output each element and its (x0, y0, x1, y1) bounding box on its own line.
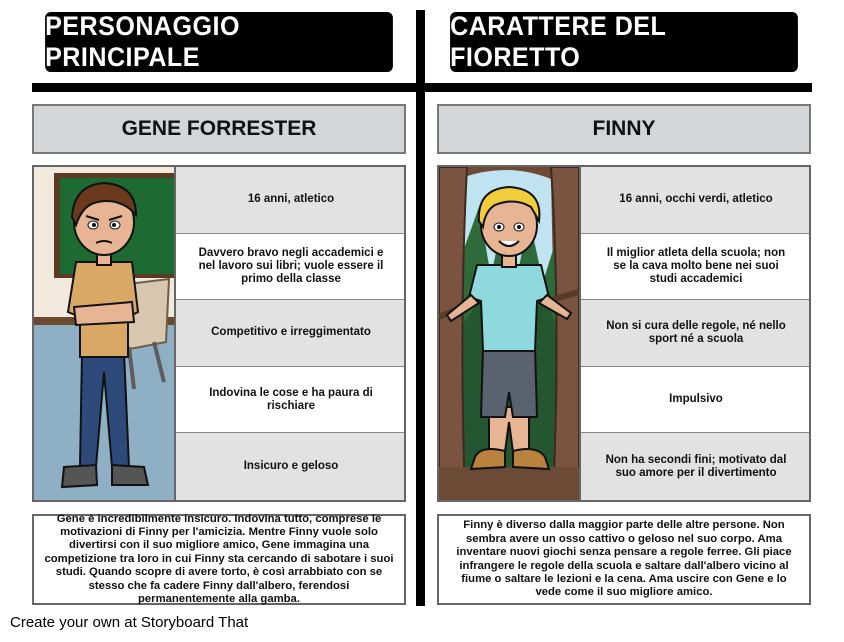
trait-cell: Impulsivo (581, 367, 811, 434)
character-name-gene: GENE FORRESTER (32, 104, 406, 154)
description-finny: Finny è diverso dalla maggior parte delle altre persone. Non sembra avere un osso cattivo o geloso nel suo corpo. Ama inventare nuovi giochi senza pensare a regole ferree. Gli piace infrangere le regole della scuola e saltare dall'albero vicino al fiume o saltare le lezioni e la cena. Ama uscire con Gene e lo vede come il suo migliore amico. (437, 514, 811, 605)
character-panel-gene (32, 165, 406, 502)
description-gene: Gene è incredibilmente insicuro. Indovina tutto, comprese le motivazioni di Finny per l'amicizia. Mentre Finny vuole solo divertirsi con il suo migliore amico, Gene immagina una competizione tra loro in cui Finny sta cercando di sabotare i suoi studi. Quando scopre di avere torto, è così arrabbiato con se stesso che fa cadere Finny dall'albero, ferendosi permanentemente alla gamba. (32, 514, 406, 605)
trait-cell: 16 anni, atletico (176, 167, 406, 234)
gene-traits (174, 167, 406, 500)
trait-cell: 16 anni, occhi verdi, atletico (581, 167, 811, 234)
trait-cell: Il miglior atleta della scuola; non se la cava molto bene nei suoi studi accademici (581, 234, 811, 301)
trait-cell: Insicuro e geloso (176, 433, 406, 500)
trait-cell: Non si cura delle regole, né nello sport né a scuola (581, 300, 811, 367)
trait-cell: Davvero bravo negli accademici e nel lavoro sui libri; vuole essere il primo della classe (176, 234, 406, 301)
vertical-divider (416, 10, 425, 606)
footer-credit[interactable]: Create your own at Storyboard That (10, 614, 249, 631)
horizontal-divider (32, 83, 812, 92)
gene-illustration (34, 167, 174, 500)
trait-cell: Non ha secondi fini; motivato dal suo amore per il divertimento (581, 433, 811, 500)
finny-illustration (439, 167, 579, 500)
character-panel-finny (437, 165, 811, 502)
trait-cell: Indovina le cose e ha paura di rischiare (176, 367, 406, 434)
character-name-finny: FINNY (437, 104, 811, 154)
finny-traits (579, 167, 811, 500)
trait-cell: Competitivo e irreggimentato (176, 300, 406, 367)
header-foil-character: CARATTERE DEL FIORETTO (450, 12, 798, 72)
header-main-character: PERSONAGGIO PRINCIPALE (45, 12, 393, 72)
